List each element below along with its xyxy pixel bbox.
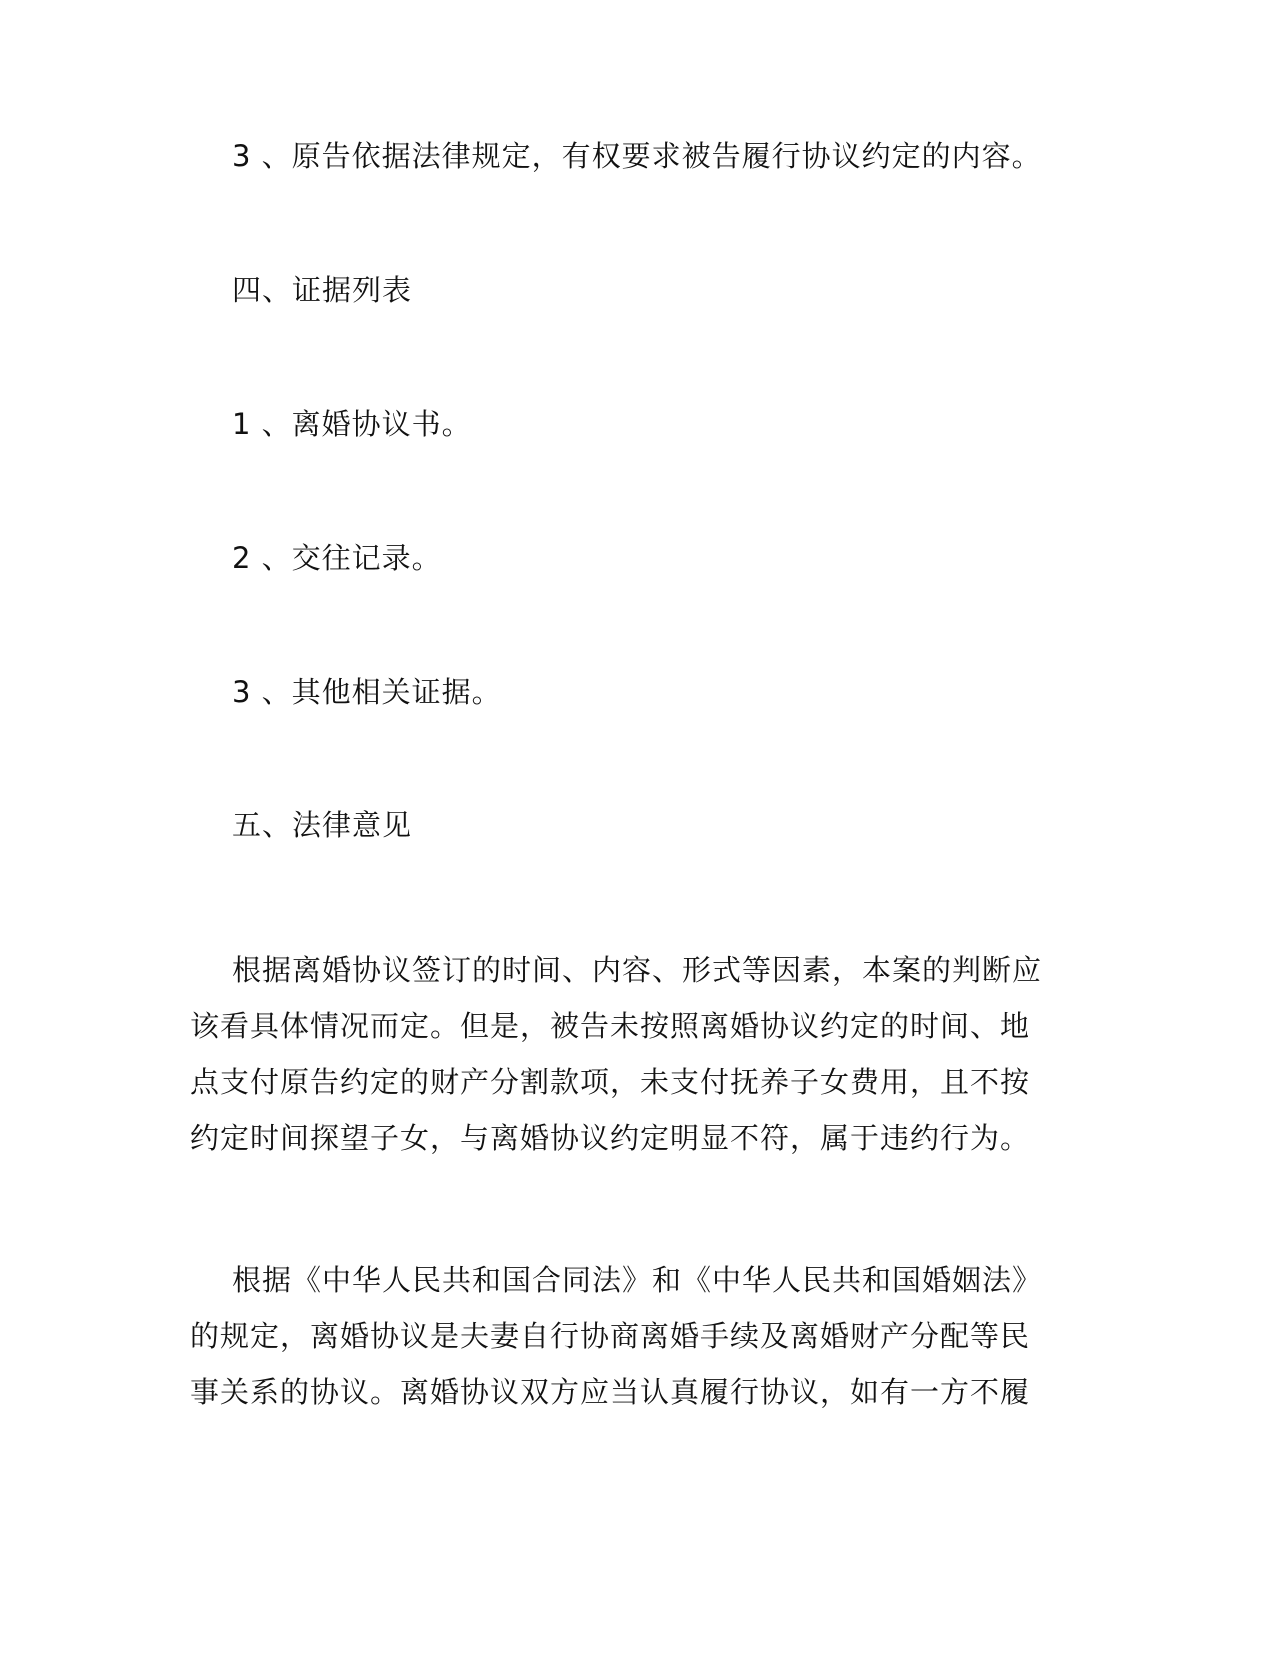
section-heading-evidence-list: 四、证据列表 <box>232 273 413 307</box>
evidence-item-3: 3 、其他相关证据。 <box>232 675 502 709</box>
paragraph-2-line-3: 事关系的协议。离婚协议双方应当认真履行协议，如有一方不履 <box>190 1375 1031 1409</box>
legal-opinion-paragraph-1 <box>190 942 1070 1166</box>
paragraph-1-line-3: 点支付原告约定的财产分割款项，未支付抚养子女费用，且不按 <box>190 1065 1031 1099</box>
evidence-item-1: 1 、离婚协议书。 <box>232 407 472 441</box>
paragraph-1-line-4: 约定时间探望子女，与离婚协议约定明显不符，属于违约行为。 <box>190 1121 1031 1155</box>
legal-opinion-paragraph-2 <box>190 1252 1070 1420</box>
clause-3-text: 3 、原告依据法律规定，有权要求被告履行协议约定的内容。 <box>232 139 1042 173</box>
section-heading-legal-opinion: 五、法律意见 <box>232 808 413 842</box>
paragraph-2-line-1: 根据《中华人民共和国合同法》和《中华人民共和国婚姻法》 <box>232 1263 1043 1297</box>
paragraph-2-line-2: 的规定，离婚协议是夫妻自行协商离婚手续及离婚财产分配等民 <box>190 1319 1031 1353</box>
paragraph-1-line-2: 该看具体情况而定。但是，被告未按照离婚协议约定的时间、地 <box>190 1009 1031 1043</box>
evidence-item-2: 2 、交往记录。 <box>232 541 442 575</box>
paragraph-1-line-1: 根据离婚协议签订的时间、内容、形式等因素，本案的判断应 <box>232 953 1043 987</box>
